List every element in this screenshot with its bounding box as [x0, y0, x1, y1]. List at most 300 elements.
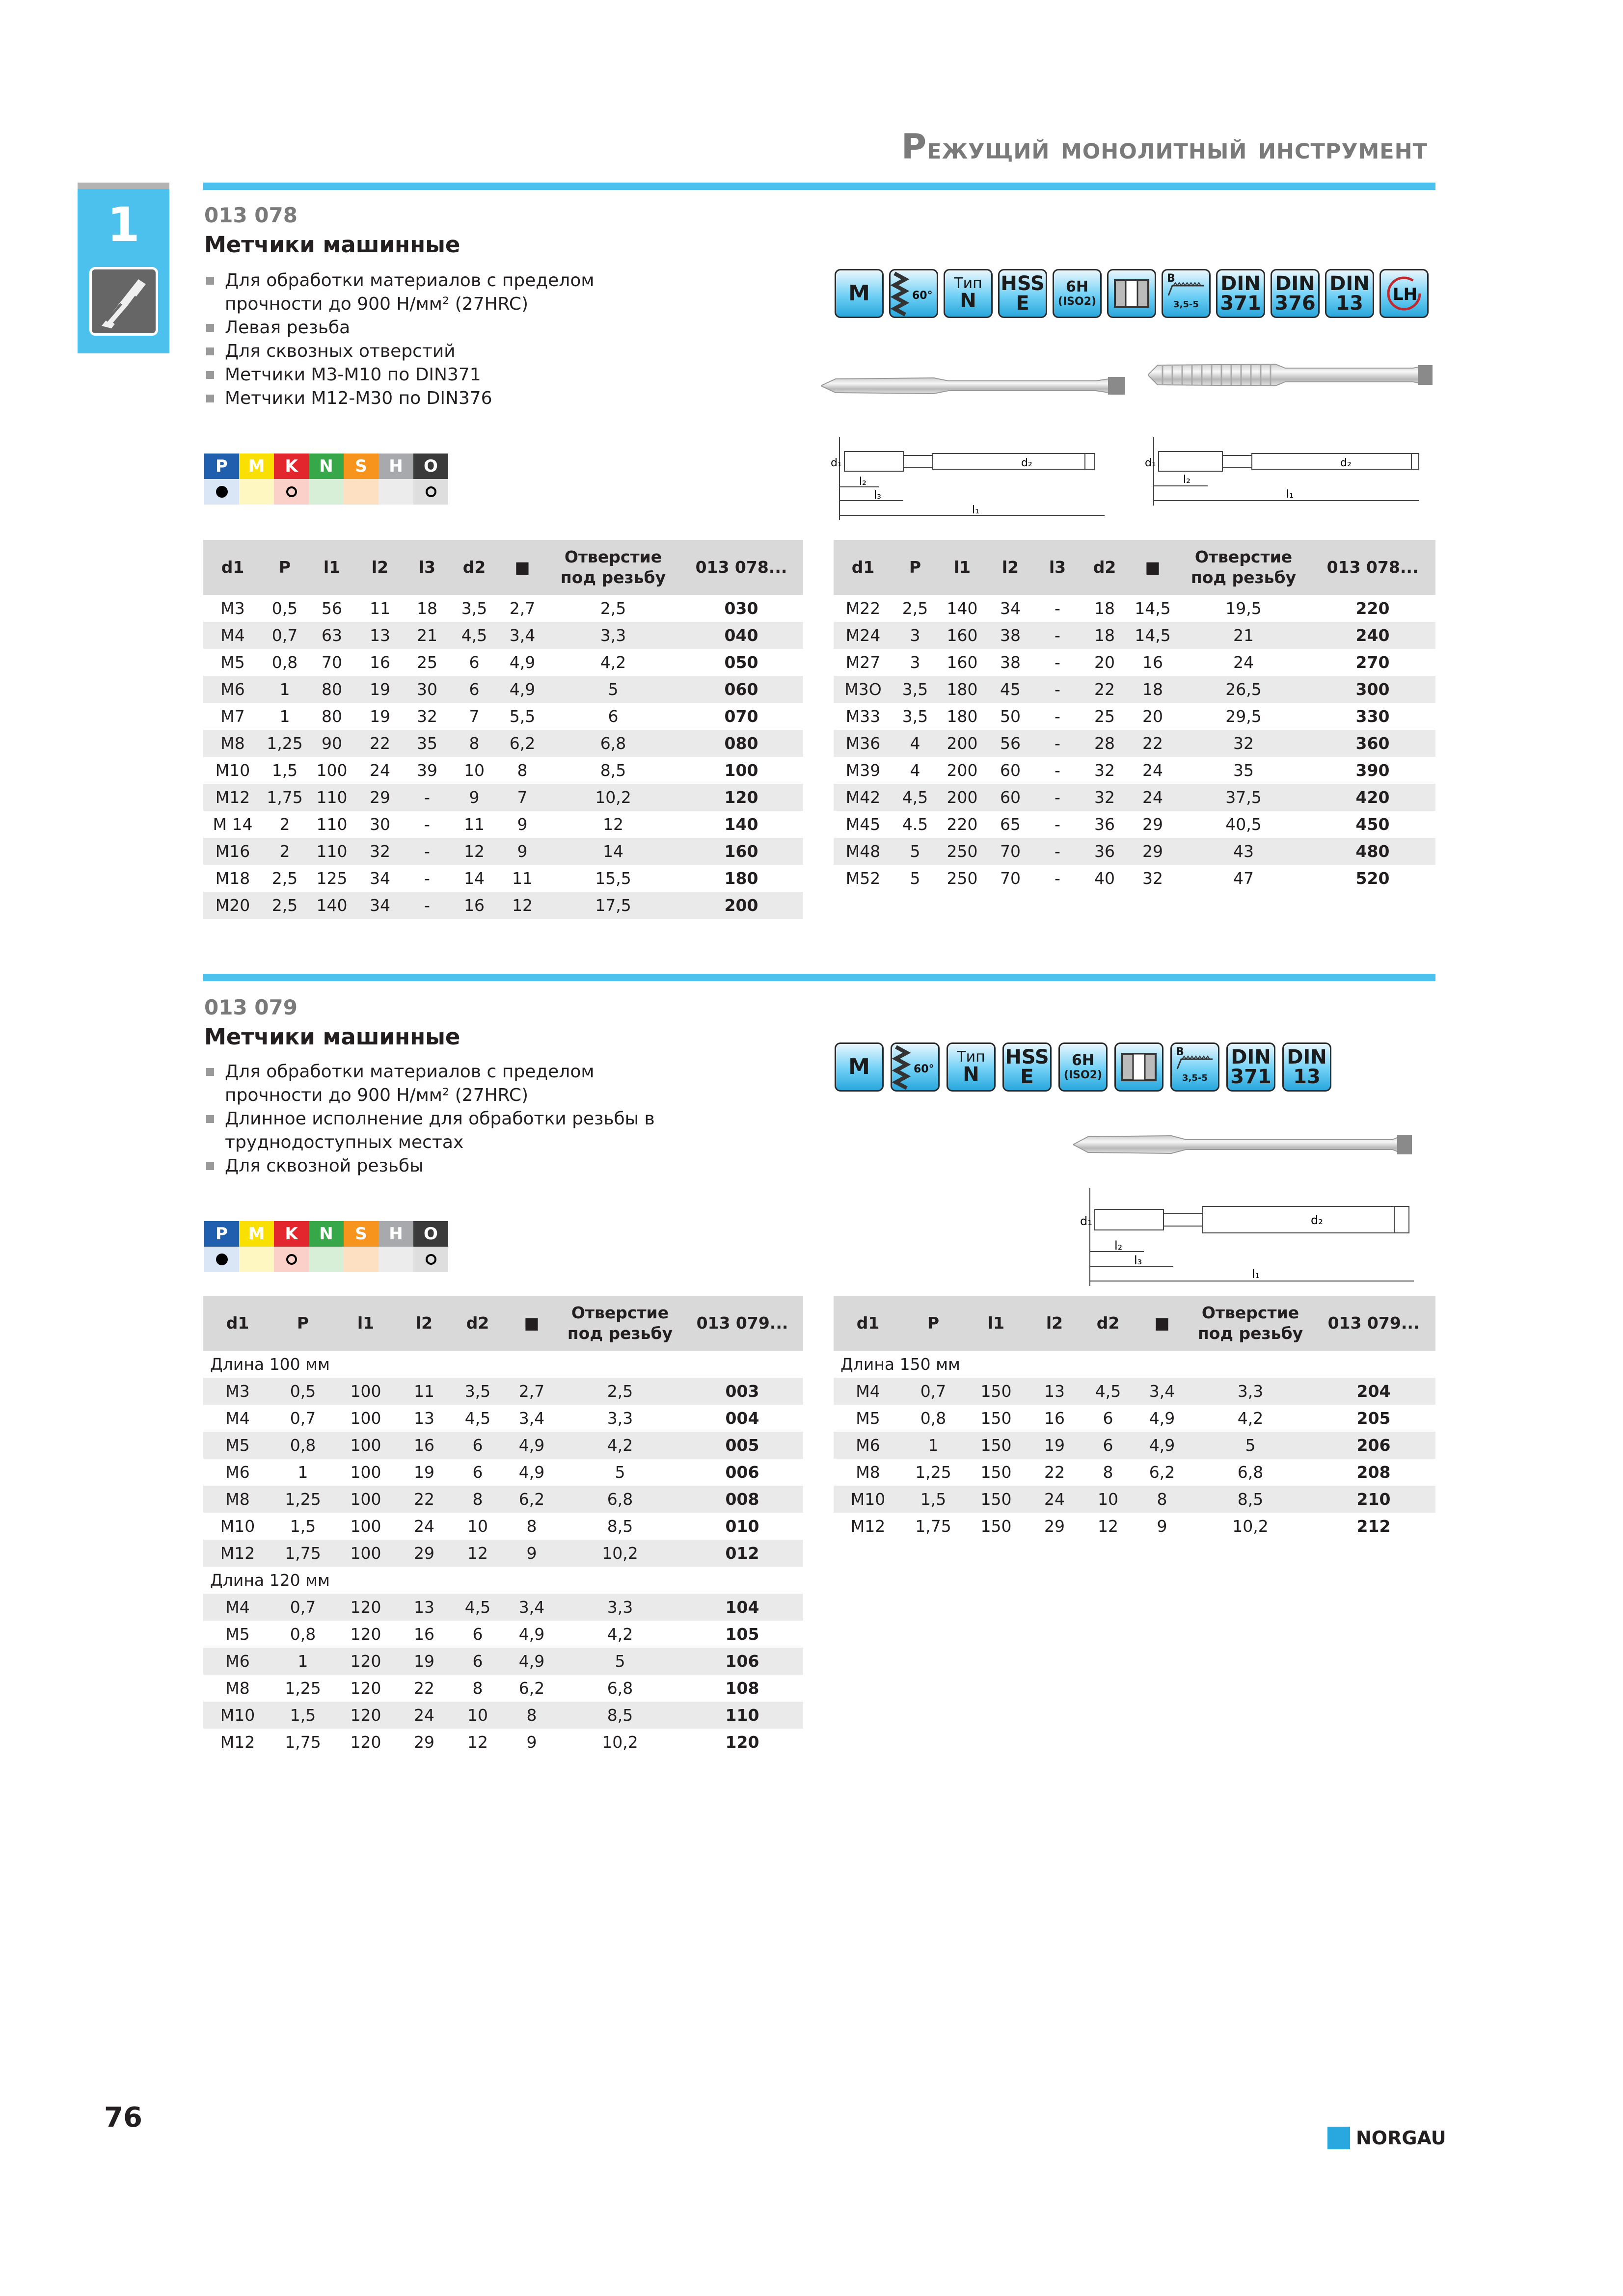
table-row [203, 1513, 803, 1540]
table-cell: 19,5 [1177, 595, 1310, 622]
table-cell: 4,9 [1135, 1405, 1189, 1432]
table-cell: 150 [964, 1405, 1028, 1432]
table-cell: 6 [451, 1432, 505, 1459]
table-row [834, 1432, 1435, 1459]
table-row [203, 811, 803, 838]
table-row [203, 703, 803, 730]
table-cell: 22 [356, 730, 404, 757]
table-cell: 140 [679, 811, 803, 838]
table-cell: M6 [203, 1459, 272, 1486]
table-cell: 56 [307, 595, 356, 622]
table-cell: 34 [356, 865, 404, 892]
table-cell: 16 [451, 892, 498, 919]
table-cell: 070 [679, 703, 803, 730]
tap-dimension-diagram-2 [1144, 432, 1434, 510]
table-cell: - [1034, 649, 1081, 676]
svg-text:l₂: l₂ [1183, 474, 1190, 486]
core-diameter-square-icon: ■ [498, 540, 547, 595]
table-cell: 204 [1312, 1378, 1435, 1405]
table-cell: 38 [987, 649, 1034, 676]
table-cell: 6 [547, 703, 679, 730]
metric-thread-icon: M [835, 269, 884, 318]
table-cell: 22 [1081, 676, 1128, 703]
table-cell: - [404, 865, 451, 892]
table-cell: - [404, 784, 451, 811]
table-cell: 24 [1128, 784, 1177, 811]
table-cell: 14 [547, 838, 679, 865]
table-cell: 32 [1128, 865, 1177, 892]
svg-text:l₂: l₂ [1114, 1239, 1123, 1253]
din-13-icon: DIN 13 [1282, 1042, 1331, 1092]
table-cell: 30 [356, 811, 404, 838]
table-group-row [203, 1567, 803, 1594]
table-cell: 10,2 [559, 1729, 681, 1756]
table-cell: 1,75 [902, 1513, 964, 1540]
table-cell: 35 [404, 730, 451, 757]
column-header: l3 [404, 540, 451, 595]
svg-text:l₃: l₃ [874, 489, 881, 502]
table-cell: 0,7 [262, 622, 307, 649]
table-cell: 2,5 [893, 595, 938, 622]
table-cell: 4,9 [498, 649, 547, 676]
table-cell: 140 [938, 595, 987, 622]
column-header: 013 078... [1310, 540, 1435, 595]
table-cell: 34 [356, 892, 404, 919]
table-cell: 22 [1128, 730, 1177, 757]
svg-text:60°: 60° [912, 290, 933, 302]
tap-dimension-diagram-1 [830, 432, 1119, 525]
svg-text:l₂: l₂ [859, 476, 866, 488]
table-cell: M42 [834, 784, 893, 811]
table-cell: 010 [681, 1513, 803, 1540]
table-cell: 200 [938, 730, 987, 757]
table-cell: 3,4 [1135, 1378, 1189, 1405]
table-cell: 11 [451, 811, 498, 838]
table-cell: 212 [1312, 1513, 1435, 1540]
table-cell: 1,25 [272, 1486, 334, 1513]
table-header-row [203, 540, 803, 595]
table-cell: 360 [1310, 730, 1435, 757]
table-cell: 106 [681, 1648, 803, 1675]
table-cell: 18 [404, 595, 451, 622]
table-cell: 180 [938, 676, 987, 703]
table-row [203, 1378, 803, 1405]
table-cell: 70 [987, 865, 1034, 892]
table-cell: 0,5 [262, 595, 307, 622]
table-cell: 3,3 [559, 1405, 681, 1432]
chapter-tab [78, 183, 169, 353]
tap-photo-long [1148, 357, 1433, 393]
material-group-p: P [204, 1221, 239, 1247]
table-cell: 2,7 [505, 1378, 559, 1405]
table-cell: 12 [1081, 1513, 1135, 1540]
table-cell: 100 [334, 1378, 398, 1405]
table-cell: M12 [203, 1729, 272, 1756]
table-cell: 100 [307, 757, 356, 784]
table-cell: 60 [987, 757, 1034, 784]
svg-text:d₁: d₁ [1080, 1214, 1092, 1228]
din-371-icon: DIN 371 [1216, 269, 1265, 318]
material-suitability-o [413, 479, 448, 505]
table-cell: 60 [987, 784, 1034, 811]
core-diameter-square-icon: ■ [505, 1296, 559, 1351]
table-cell: 39 [404, 757, 451, 784]
recommended-dot-icon [216, 1254, 228, 1265]
table-cell: 480 [1310, 838, 1435, 865]
table-cell: 29 [1128, 838, 1177, 865]
table-cell: 4,5 [451, 1405, 505, 1432]
table-cell: 250 [938, 838, 987, 865]
table-cell: 15,5 [547, 865, 679, 892]
table-cell: 6,2 [505, 1486, 559, 1513]
table-row [203, 865, 803, 892]
table-cell: 10 [451, 1513, 505, 1540]
table-cell: 38 [987, 622, 1034, 649]
table-cell: M7 [203, 703, 262, 730]
section2-materials [204, 1221, 448, 1272]
page-header-title: Режущий монолитный инструмент [901, 127, 1428, 167]
feature-line: труднодоступных местах [225, 1132, 464, 1152]
table-cell: 110 [307, 838, 356, 865]
table-cell: 050 [679, 649, 803, 676]
recommended-dot-icon [216, 486, 228, 498]
table-cell: 3,5 [893, 703, 938, 730]
table-cell: 200 [938, 784, 987, 811]
table-cell: 16 [398, 1432, 451, 1459]
column-header: P [272, 1296, 334, 1351]
table-cell: 21 [404, 622, 451, 649]
table-cell: 32 [1081, 784, 1128, 811]
suitable-ring-icon [286, 486, 297, 497]
table-cell: 11 [498, 865, 547, 892]
table-cell: 120 [334, 1702, 398, 1729]
table-cell: 16 [1028, 1405, 1081, 1432]
tap-dimension-diagram-3 [1075, 1178, 1424, 1291]
material-group-m: M [239, 1221, 274, 1247]
table-cell: 040 [679, 622, 803, 649]
table-cell: 10 [451, 757, 498, 784]
table-cell: 25 [404, 649, 451, 676]
table-cell: 008 [681, 1486, 803, 1513]
group-label: Длина 120 мм [203, 1567, 803, 1594]
table-cell: 6,8 [547, 730, 679, 757]
column-header: l1 [938, 540, 987, 595]
table-cell: 5 [559, 1648, 681, 1675]
thread-angle-60-icon [891, 1042, 940, 1092]
table-cell: - [1034, 595, 1081, 622]
material-group-n: N [309, 1221, 344, 1247]
table-row [203, 1540, 803, 1567]
material-group-h: H [379, 1221, 413, 1247]
table-cell: M12 [203, 1540, 272, 1567]
column-header: d1 [834, 1296, 902, 1351]
table-cell: 2 [262, 811, 307, 838]
left-hand-lh-icon [1380, 269, 1429, 318]
table-row [834, 676, 1435, 703]
table-row [203, 1486, 803, 1513]
table-cell: 5 [893, 865, 938, 892]
table-cell: 6 [1081, 1405, 1135, 1432]
table-cell: - [404, 838, 451, 865]
table-cell: M5 [834, 1405, 902, 1432]
table-row [834, 649, 1435, 676]
table-cell: 14,5 [1128, 595, 1177, 622]
table-cell: 1,5 [272, 1513, 334, 1540]
table-cell: 3,5 [893, 676, 938, 703]
feature-line: прочности до 900 Н/мм² (27HRC) [225, 1085, 529, 1105]
table-cell: 19 [398, 1459, 451, 1486]
metric-thread-icon: M [835, 1042, 884, 1092]
table-cell: 6 [451, 1648, 505, 1675]
table-cell: 450 [1310, 811, 1435, 838]
tap-type-n-icon: Тип N [944, 269, 993, 318]
table-cell: - [1034, 865, 1081, 892]
table-cell: 3,4 [505, 1405, 559, 1432]
column-header: Отверстие под резьбу [1177, 540, 1310, 595]
svg-text:60°: 60° [914, 1063, 934, 1075]
table-cell: 18 [1081, 595, 1128, 622]
material-suitability-k [274, 479, 309, 505]
material-suitability-o [413, 1247, 448, 1272]
table-cell: - [1034, 757, 1081, 784]
table-row [834, 811, 1435, 838]
column-header: d1 [203, 1296, 272, 1351]
table-cell: 270 [1310, 649, 1435, 676]
table-cell: M3O [834, 676, 893, 703]
table-cell: 6,8 [559, 1486, 681, 1513]
table-cell: 205 [1312, 1405, 1435, 1432]
table-cell: 4,9 [505, 1648, 559, 1675]
table-cell: M3 [203, 1378, 272, 1405]
tolerance-6h-icon: 6H (ISO2) [1053, 269, 1102, 318]
table-cell: 220 [1310, 595, 1435, 622]
column-header: d1 [834, 540, 893, 595]
table-cell: 63 [307, 622, 356, 649]
tap-photo-short [821, 369, 1125, 402]
table-cell: 125 [307, 865, 356, 892]
table-cell: 9 [505, 1540, 559, 1567]
table-cell: 104 [681, 1594, 803, 1621]
table-cell: 240 [1310, 622, 1435, 649]
tolerance-6h-icon: 6H (ISO2) [1058, 1042, 1108, 1092]
table-cell: 50 [987, 703, 1034, 730]
hsse-material-icon: HSS E [998, 269, 1047, 318]
column-header: 013 079... [1312, 1296, 1435, 1351]
section1-spec-icons [835, 269, 1429, 318]
din-13-icon: DIN 13 [1325, 269, 1374, 318]
table-cell: 21 [1177, 622, 1310, 649]
column-header: Отверстие под резьбу [559, 1296, 681, 1351]
table-cell: 150 [964, 1513, 1028, 1540]
table-cell: 210 [1312, 1486, 1435, 1513]
table-cell: 8,5 [559, 1702, 681, 1729]
material-group-s: S [344, 1221, 379, 1247]
table-row [834, 703, 1435, 730]
table-cell: 6,2 [505, 1675, 559, 1702]
din-376-icon: DIN 376 [1271, 269, 1320, 318]
column-header: Отверстие под резьбу [547, 540, 679, 595]
table-cell: 40,5 [1177, 811, 1310, 838]
chamfer-form-b-icon: B 3,5-5 [1170, 1042, 1219, 1092]
table-row [203, 649, 803, 676]
table-cell: 45 [987, 676, 1034, 703]
table-cell: 34 [987, 595, 1034, 622]
column-header: d2 [1081, 1296, 1135, 1351]
material-suitability-n [309, 1247, 344, 1272]
material-suitability-s [344, 479, 379, 505]
table-cell: 1,25 [262, 730, 307, 757]
table-cell: 250 [938, 865, 987, 892]
column-header: l2 [987, 540, 1034, 595]
table-cell: 19 [356, 676, 404, 703]
table-row [203, 892, 803, 919]
material-suitability-p [204, 1247, 239, 1272]
table-cell: 1 [272, 1648, 334, 1675]
column-header: l2 [356, 540, 404, 595]
table-row [834, 757, 1435, 784]
table-cell: M24 [834, 622, 893, 649]
table-cell: 8 [498, 757, 547, 784]
column-header: l2 [398, 1296, 451, 1351]
table-cell: 1,5 [902, 1486, 964, 1513]
table-cell: 003 [681, 1378, 803, 1405]
table-cell: M22 [834, 595, 893, 622]
table-row [203, 757, 803, 784]
table-cell: 420 [1310, 784, 1435, 811]
table-cell: 100 [334, 1486, 398, 1513]
feature-line: Левая резьба [204, 316, 695, 340]
table-cell: 060 [679, 676, 803, 703]
table-cell: 6 [451, 1621, 505, 1648]
table-row [203, 676, 803, 703]
table-cell: 90 [307, 730, 356, 757]
brand-square-icon [1327, 2127, 1350, 2149]
column-header: d2 [451, 540, 498, 595]
table-cell: 10,2 [547, 784, 679, 811]
table-cell: 1,75 [272, 1729, 334, 1756]
table-header-row [203, 1296, 803, 1351]
group-label: Длина 150 мм [834, 1351, 1435, 1378]
table-cell: 22 [398, 1675, 451, 1702]
table-row [834, 1459, 1435, 1486]
table-cell: M5 [203, 1432, 272, 1459]
table-cell: 12 [451, 838, 498, 865]
section1-code: 013 078 [204, 203, 298, 227]
table-cell: 9 [451, 784, 498, 811]
table-cell: 6 [451, 649, 498, 676]
table-cell: 0,8 [272, 1621, 334, 1648]
suitable-ring-icon [286, 1254, 297, 1265]
table-cell: 4,5 [451, 622, 498, 649]
table-cell: M8 [203, 1675, 272, 1702]
table-cell: 120 [334, 1675, 398, 1702]
section2-features [204, 1060, 744, 1178]
table-cell: M8 [203, 1486, 272, 1513]
column-header: d2 [451, 1296, 505, 1351]
table-cell: M16 [203, 838, 262, 865]
table-cell: 110 [307, 811, 356, 838]
feature-line: Для обработки материалов с пределом [204, 269, 695, 293]
table-cell: 140 [307, 892, 356, 919]
table-cell: 1,75 [262, 784, 307, 811]
table-cell: M48 [834, 838, 893, 865]
chamfer-form-b-icon: B 3,5-5 [1162, 269, 1211, 318]
svg-text:d₁: d₁ [831, 457, 842, 469]
table-cell: 12 [451, 1540, 505, 1567]
table-cell: 26,5 [1177, 676, 1310, 703]
column-header: P [893, 540, 938, 595]
table-cell: 4,5 [1081, 1378, 1135, 1405]
table-cell: 19 [1028, 1432, 1081, 1459]
table-row [203, 1405, 803, 1432]
table-cell: 20 [1081, 649, 1128, 676]
table-cell: 29 [398, 1729, 451, 1756]
table-cell: 0,5 [272, 1378, 334, 1405]
table-row [203, 1702, 803, 1729]
feature-line: прочности до 900 Н/мм² (27HRC) [225, 294, 529, 314]
table-cell: 8 [451, 1486, 505, 1513]
table-cell: 4,9 [505, 1459, 559, 1486]
table-cell: 8,5 [559, 1513, 681, 1540]
svg-text:d₂: d₂ [1311, 1213, 1323, 1227]
table-cell: 22 [1028, 1459, 1081, 1486]
table-cell: 120 [679, 784, 803, 811]
table-cell: 5,5 [498, 703, 547, 730]
table-cell: 1,25 [272, 1675, 334, 1702]
table-cell: 2,5 [547, 595, 679, 622]
table-cell: 2 [262, 838, 307, 865]
table-cell: 4 [893, 757, 938, 784]
table-row [203, 622, 803, 649]
table-cell: 9 [1135, 1513, 1189, 1540]
table-cell: 14,5 [1128, 622, 1177, 649]
table-cell: 120 [681, 1729, 803, 1756]
table-cell: 160 [679, 838, 803, 865]
table-cell: 150 [964, 1486, 1028, 1513]
table-cell: M10 [834, 1486, 902, 1513]
material-suitability-h [379, 1247, 413, 1272]
table-cell: 32 [356, 838, 404, 865]
table-cell: 0,7 [272, 1405, 334, 1432]
table-cell: 35 [1177, 757, 1310, 784]
table-cell: M27 [834, 649, 893, 676]
table-cell: 24 [356, 757, 404, 784]
table-row [203, 1621, 803, 1648]
table-cell: 160 [938, 622, 987, 649]
table-cell: 11 [356, 595, 404, 622]
hsse-material-icon: HSS E [1002, 1042, 1052, 1092]
table-cell: 8,5 [1189, 1486, 1312, 1513]
table-cell: 13 [398, 1594, 451, 1621]
table-cell: 110 [307, 784, 356, 811]
table-row [203, 1729, 803, 1756]
table-cell: 70 [307, 649, 356, 676]
table-cell: 4,5 [451, 1594, 505, 1621]
section2-table-left [203, 1296, 803, 1756]
section1-table-right [834, 540, 1435, 892]
table-cell: M10 [203, 1702, 272, 1729]
table-cell: 16 [398, 1621, 451, 1648]
table-cell: 24 [1128, 757, 1177, 784]
table-cell: 4,9 [498, 676, 547, 703]
table-cell: 1,25 [902, 1459, 964, 1486]
table-cell: 7 [451, 703, 498, 730]
table-cell: 0,8 [902, 1405, 964, 1432]
table-cell: 16 [1128, 649, 1177, 676]
table-cell: 1 [262, 703, 307, 730]
tap-type-n-icon: Тип N [947, 1042, 996, 1092]
table-cell: 5 [1189, 1432, 1312, 1459]
